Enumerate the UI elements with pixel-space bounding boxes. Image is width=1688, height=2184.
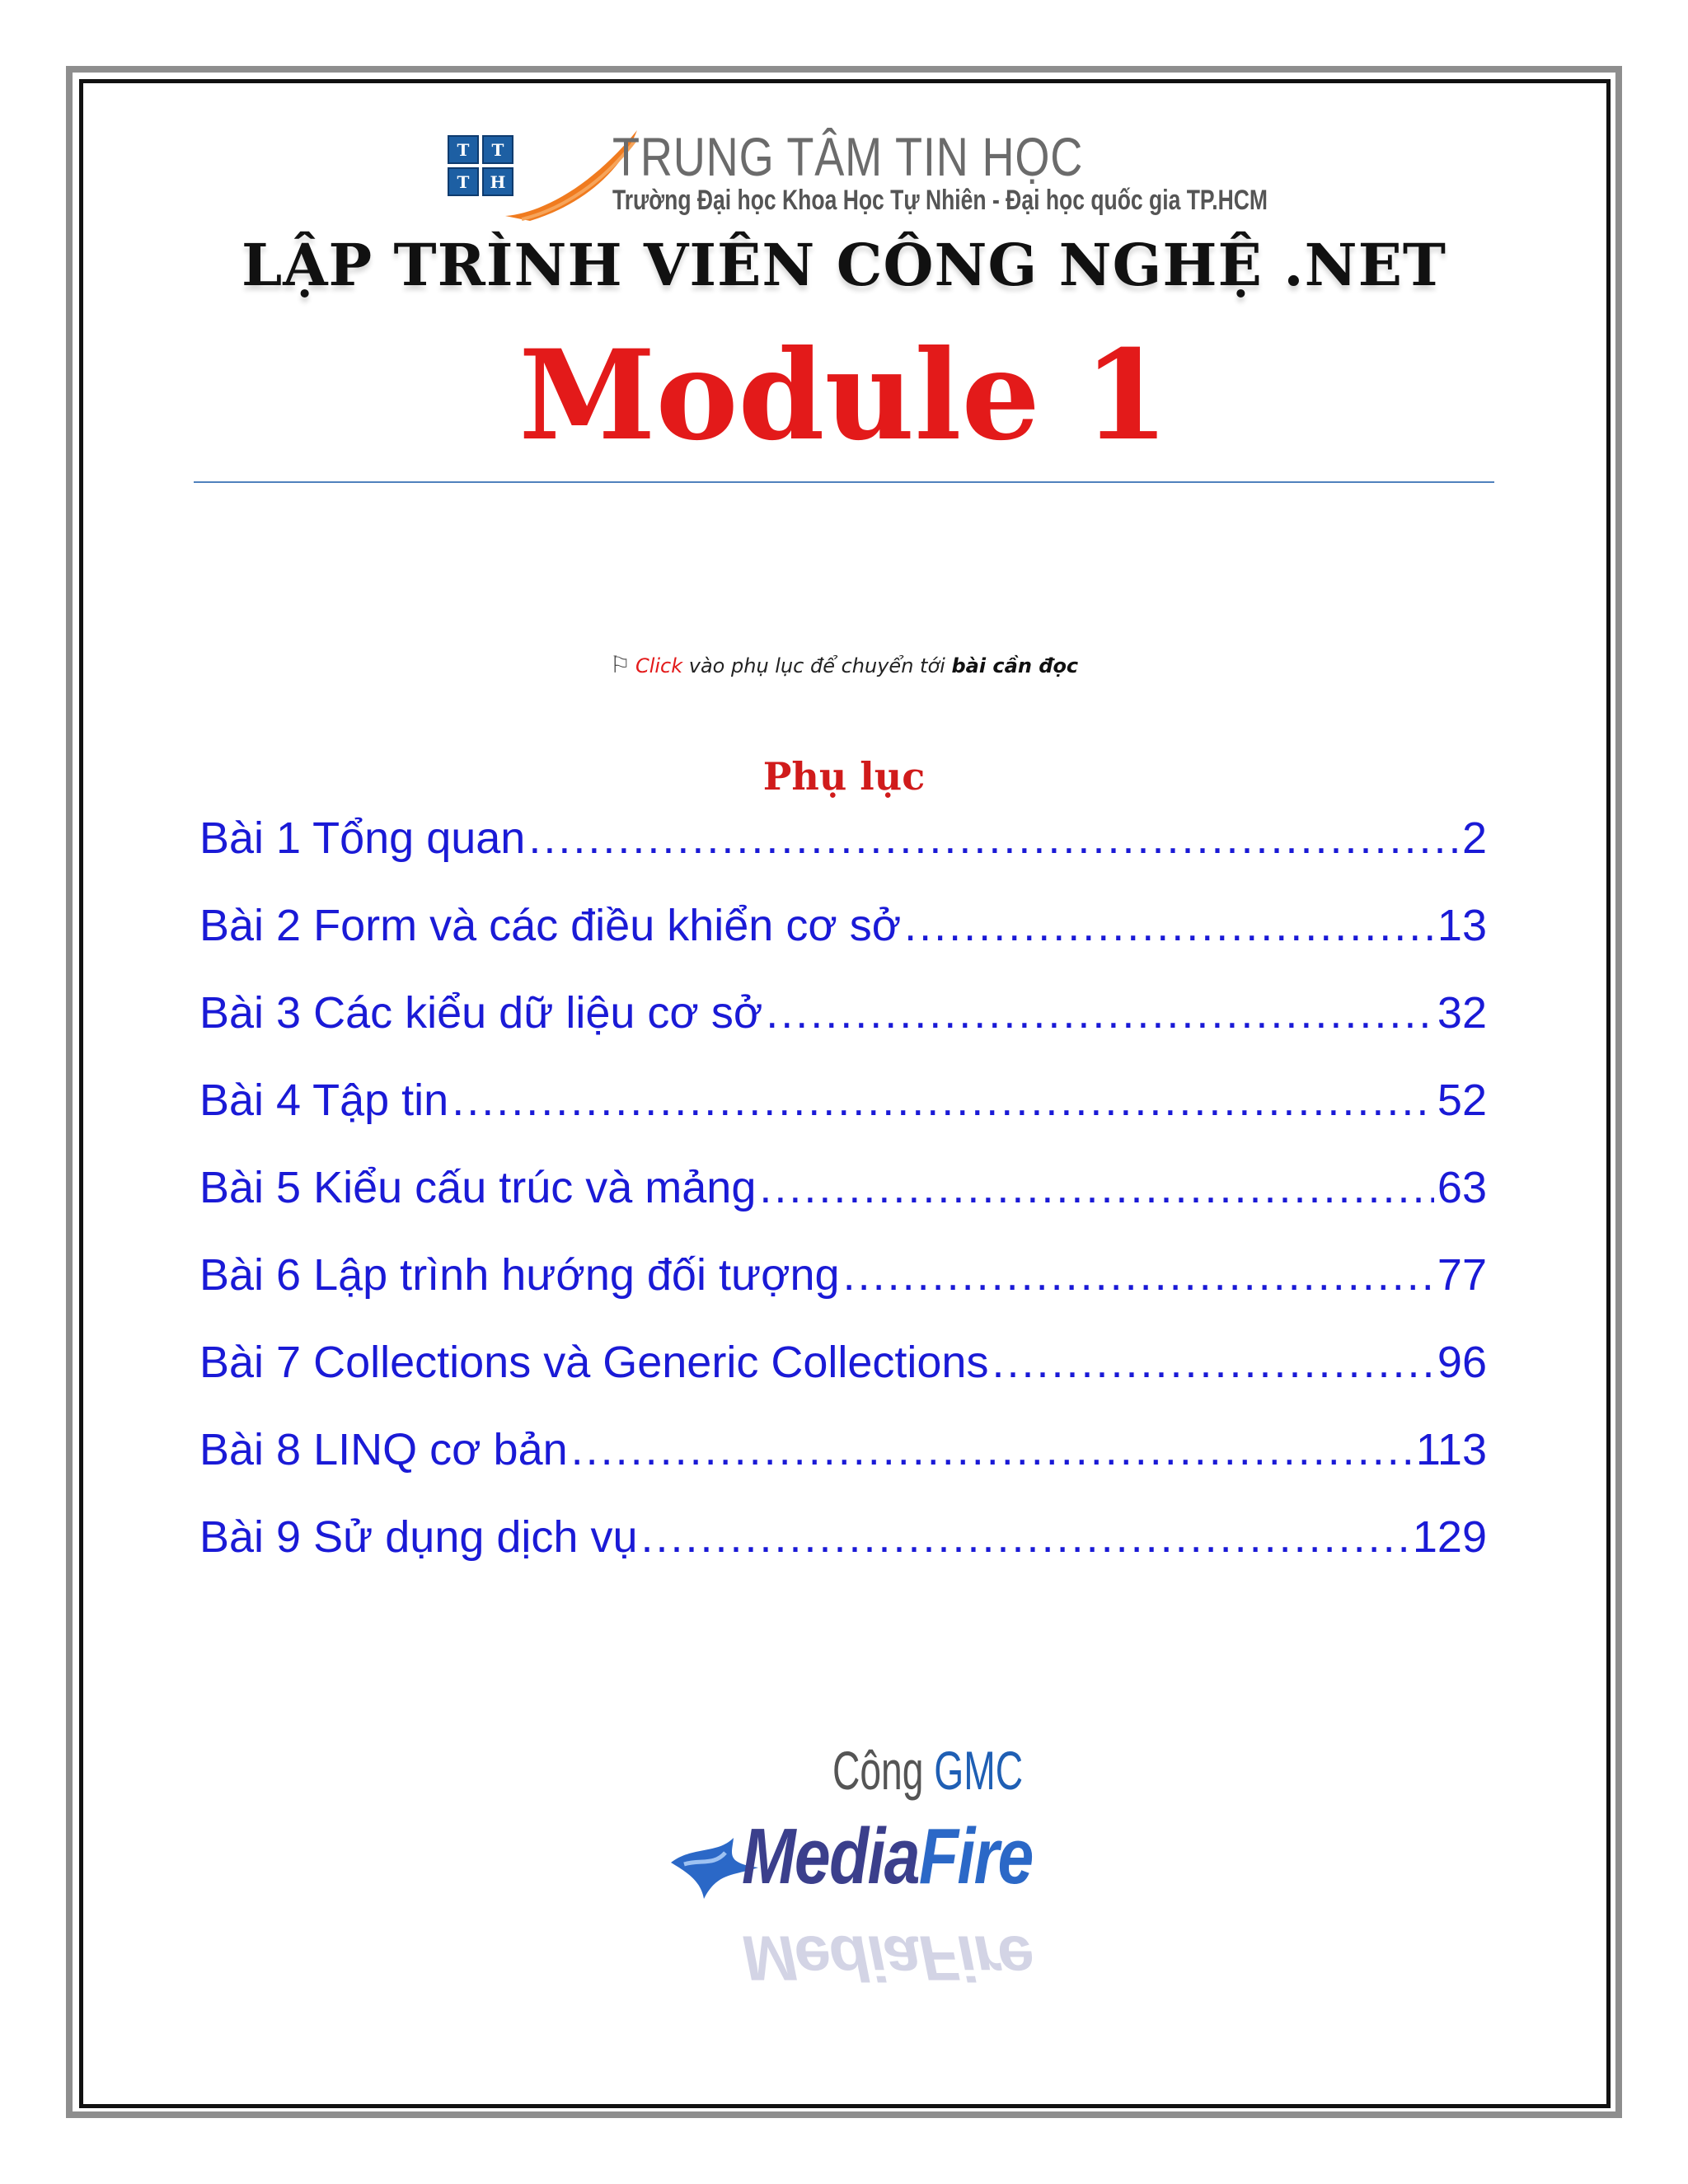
toc-page: 77 (1437, 1250, 1487, 1300)
mediafire-fire: Fire (918, 1812, 1033, 1900)
toc-leader (571, 1424, 1413, 1475)
toc-heading: Phụ lục (762, 754, 926, 799)
mediafire-reflection-fire: Fire (918, 1922, 1033, 1994)
toc-leader (904, 900, 1434, 951)
logo-cell: T (482, 135, 513, 164)
toc-page: 32 (1437, 988, 1487, 1038)
hint-middle: vào phụ lục để chuyển tới (682, 654, 952, 677)
toc-page: 52 (1437, 1076, 1487, 1125)
toc-leader (640, 1511, 1409, 1563)
toc-link-bai-1[interactable] (199, 813, 1487, 900)
mediafire-wordmark (742, 1811, 1033, 1902)
mediafire-reflection-media: Media (742, 1922, 919, 1994)
title-divider (194, 481, 1494, 483)
mediafire-caption (832, 1739, 1023, 1802)
toc-label: Bài 2 Form và các điều khiển cơ sở (199, 901, 902, 950)
mediafire-media: Media (742, 1812, 919, 1900)
toc-label: Bài 1 Tổng quan (199, 813, 526, 863)
toc-label: Bài 5 Kiểu cấu trúc và mảng (199, 1163, 757, 1212)
toc-link-bai-8[interactable] (199, 1424, 1487, 1511)
flag-icon: ⚐ (609, 651, 631, 678)
mediafire-gmc: GMC (934, 1740, 1024, 1801)
toc-leader (843, 1249, 1434, 1301)
hint-target: bài cần đọc (951, 654, 1079, 677)
mediafire-logo (668, 1739, 1033, 2011)
toc-label: Bài 9 Sử dụng dịch vụ (199, 1512, 638, 1562)
toc-link-bai-9[interactable] (199, 1511, 1487, 1599)
toc-label: Bài 3 Các kiểu dữ liệu cơ sở (199, 988, 763, 1038)
toc-link-bai-5[interactable] (199, 1162, 1487, 1249)
toc-link-bai-3[interactable] (199, 987, 1487, 1075)
toc-page: 129 (1412, 1512, 1487, 1562)
toc-link-bai-6[interactable] (199, 1249, 1487, 1337)
toc-label: Bài 6 Lập trình hướng đối tượng (199, 1250, 840, 1300)
toc-link-bai-2[interactable] (199, 900, 1487, 987)
toc-link-bai-7[interactable] (199, 1337, 1487, 1424)
mediafire-cong: Công (832, 1740, 924, 1801)
logo-cell: T (448, 135, 479, 164)
toc-page: 13 (1437, 901, 1487, 950)
logo-cell: H (482, 167, 513, 196)
toc-leader (759, 1162, 1434, 1213)
toc-leader (452, 1075, 1434, 1126)
toc-label: Bài 7 Collections và Generic Collections (199, 1338, 989, 1387)
toc-leader (766, 987, 1434, 1038)
toc-link-bai-4[interactable] (199, 1075, 1487, 1162)
toc-page: 2 (1461, 813, 1487, 863)
logo-subtitle: Trường Đại học Khoa Học Tự Nhiên - Đại học quốc gia TP.HCM (612, 185, 1268, 216)
mediafire-reflection (742, 1921, 1033, 1994)
module-title: Module 1 (518, 323, 1170, 468)
center-logo (448, 124, 1272, 223)
toc-label: Bài 8 LINQ cơ bản (199, 1425, 568, 1474)
toc-page: 113 (1415, 1425, 1487, 1474)
toc-label: Bài 4 Tập tin (199, 1076, 449, 1125)
toc-leader (528, 813, 1459, 864)
logo-title: TRUNG TÂM TIN HỌC (612, 126, 1084, 187)
toc-page: 96 (1437, 1338, 1487, 1387)
document-heading: LẬP TRÌNH VIÊN CÔNG NGHỆ .NET (241, 231, 1447, 299)
hint-click: Click (635, 654, 683, 677)
table-of-contents (199, 813, 1487, 1599)
logo-cell: T (448, 167, 479, 196)
navigation-hint (0, 651, 1688, 678)
toc-page: 63 (1437, 1163, 1487, 1212)
toc-leader (992, 1337, 1433, 1388)
